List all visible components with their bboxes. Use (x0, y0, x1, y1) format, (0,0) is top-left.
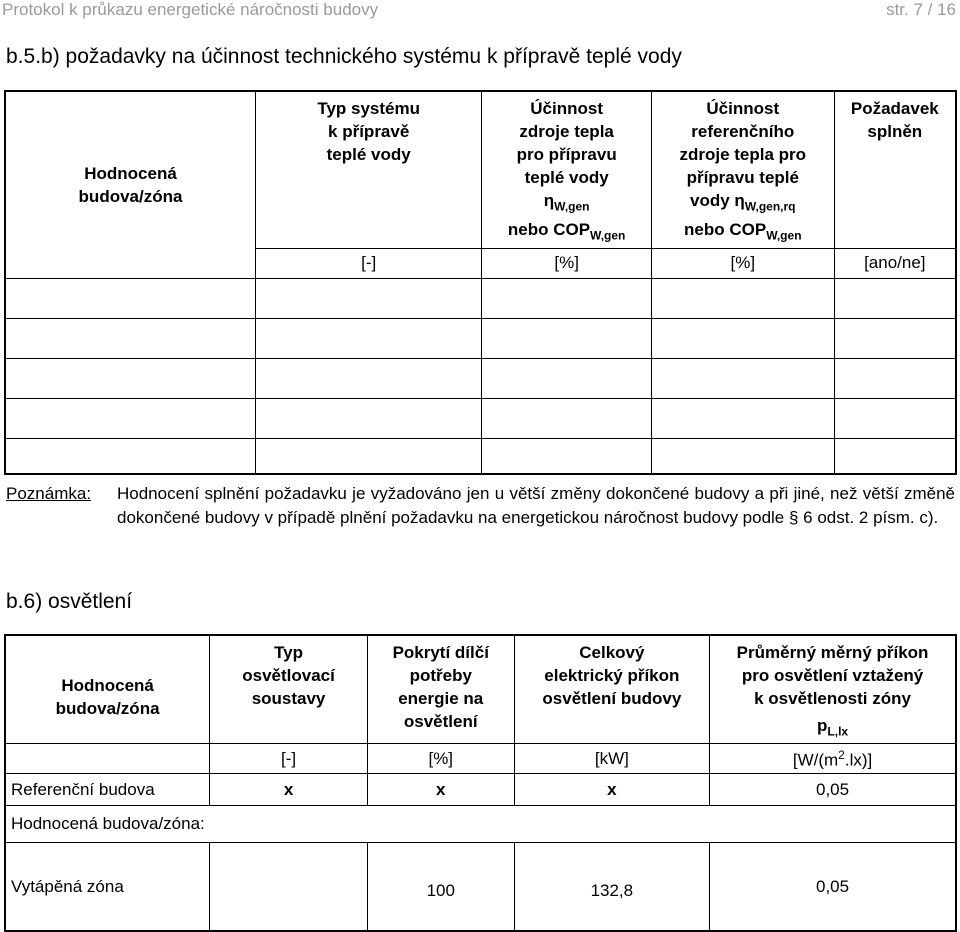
unit-total-power: [kW] (514, 744, 710, 774)
note-label: Poznámka: (6, 484, 92, 503)
section-heading-hot-water: b.5.b) požadavky na účinnost technického systému k přípravě teplé vody (6, 45, 682, 68)
type-cell: x (210, 774, 368, 806)
zone-cell: Hodnocená budova/zóna: (5, 806, 956, 843)
power-cell: x (514, 774, 710, 806)
document-title: Protokol k průkazu energetické náročnosti budovy (2, 0, 379, 19)
section-heading-lighting: b.6) osvětlení (6, 590, 133, 613)
col-header-system-type: Typ systému k přípravě teplé vody (256, 91, 482, 248)
col-header-source-efficiency: Účinnost zdroje tepla pro přípravu teplé vody $\eta_{W,gen}$ nebo $COP_{W,gen}$ (482, 91, 652, 248)
table-header-row (5, 635, 956, 744)
col-header-reference-efficiency: Účinnost referenčního zdroje tepla pro přípravu teplé vody $\eta_{W,gen,rq}$ nebo $COP_{W,gen}$ (651, 91, 834, 248)
col-header-lighting-type: Typ osvětlovací soustavy (210, 635, 368, 744)
units-row (5, 744, 956, 774)
table-row (5, 774, 956, 806)
zone-cell: Referenční budova (5, 774, 210, 806)
unit-reference-efficiency: [%] (651, 248, 834, 278)
col-header-coverage: Pokrytí dílčí potřeby energie na osvětlení (367, 635, 514, 744)
table-row (5, 843, 956, 931)
col-header-zone: Hodnocená budova/zóna (5, 91, 256, 278)
specific-power-cell: 0,05 (710, 843, 956, 931)
table-row (5, 358, 956, 398)
table-header-row (5, 91, 956, 248)
specific-power-cell: 0,05 (710, 774, 956, 806)
coverage-cell: 100 (367, 843, 514, 931)
table-row (5, 438, 956, 474)
hot-water-efficiency-table (4, 90, 957, 475)
col-header-specific-power: Průměrný měrný příkon pro osvětlení vztažený k osvětlenosti zóny $p_{L,lx}$ (710, 635, 956, 744)
table-row (5, 318, 956, 358)
col-header-requirement-met: Požadavek splněn (834, 91, 956, 248)
col-header-total-power: Celkový elektrický příkon osvětlení budovy (514, 635, 710, 744)
table-row (5, 806, 956, 843)
table-row (5, 278, 956, 318)
power-cell: 132,8 (514, 843, 710, 931)
col-header-zone: Hodnocená budova/zóna (5, 635, 210, 744)
coverage-cell: x (367, 774, 514, 806)
type-cell (210, 843, 368, 931)
unit-specific-power: $[W/(m^2.lx)]$ (710, 744, 956, 774)
unit-lighting-type: [-] (210, 744, 368, 774)
note-text: Hodnocení splnění požadavku je vyžadováno jen u větší změny dokončené budovy a při jiné, než větší změně dokončené budovy v případě plnění požadavku na energetickou náročnost budovy podle § 6 odst. 2 písm. c). (117, 484, 955, 527)
unit-system-type: [-] (256, 248, 482, 278)
unit-coverage: [%] (367, 744, 514, 774)
page-number: str. 7 / 16 (886, 0, 956, 19)
unit-source-efficiency: [%] (482, 248, 652, 278)
lighting-table (4, 634, 957, 932)
zone-cell: Vytápěná zóna (5, 843, 210, 931)
unit-requirement-met: [ano/ne] (834, 248, 956, 278)
table-row (5, 398, 956, 438)
